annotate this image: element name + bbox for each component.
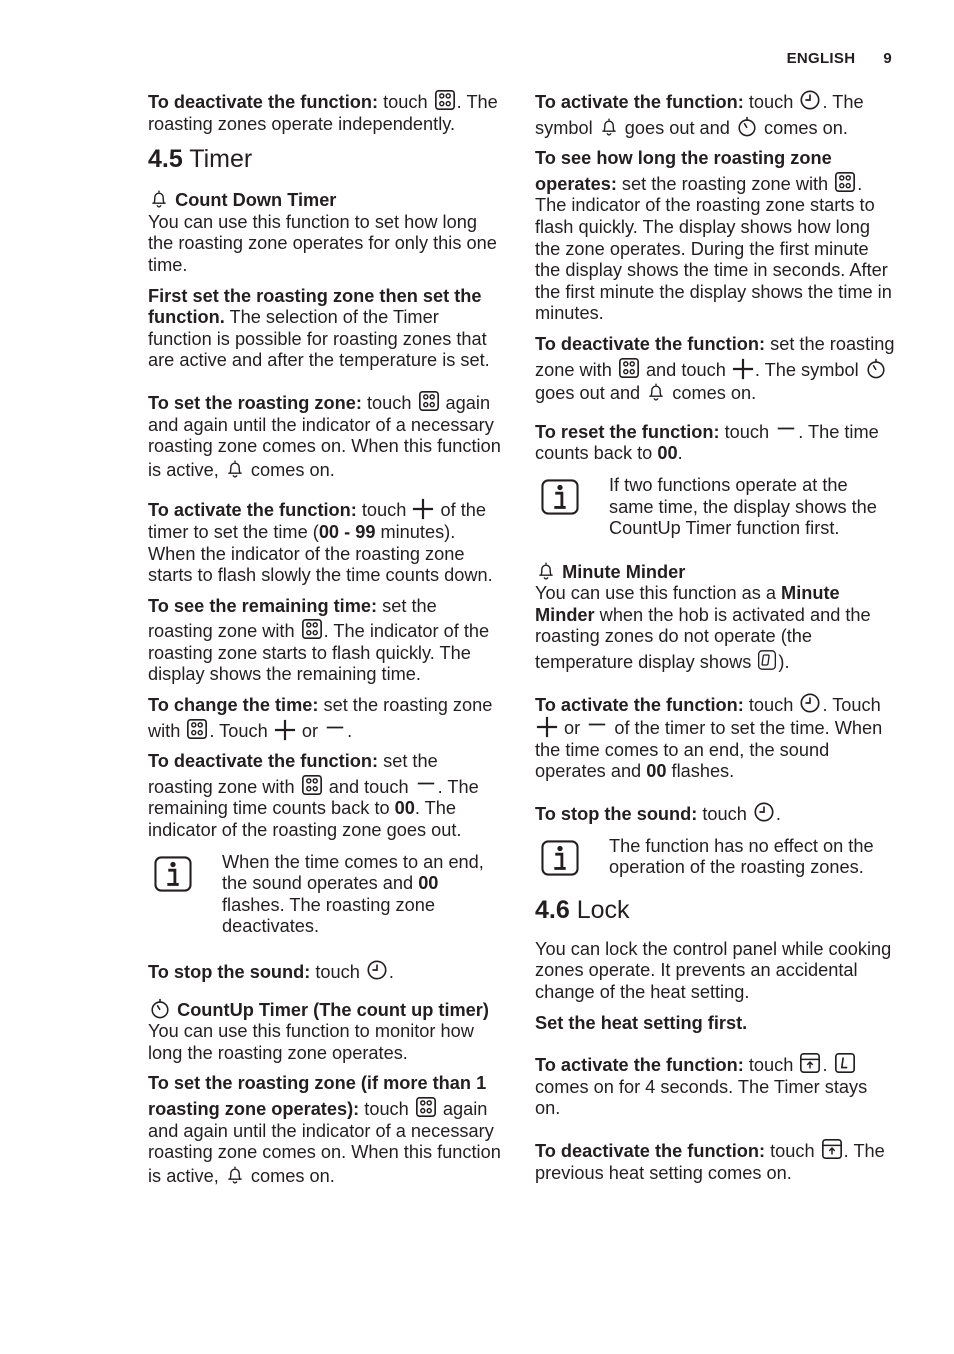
info-note: The function has no effect on the operation of the roasting zones. bbox=[535, 836, 895, 879]
lock-icon bbox=[821, 1137, 843, 1161]
section-heading-lock: 4.6 Lock bbox=[535, 895, 630, 924]
lock-first: Set the heat setting first. bbox=[535, 1012, 748, 1033]
bell-icon bbox=[225, 1164, 245, 1186]
see-how-long-para: To see how long the roasting zone operates: set the roasting zone with . The indicator of the roasting zone starts to flash quickly. The display shows how long the zone operates. During the first minute the display shows the time in seconds. After the first minute the display shows the time in minutes. bbox=[535, 148, 892, 324]
info-icon bbox=[541, 479, 579, 515]
clock-icon bbox=[799, 691, 821, 715]
minute-minder-title: Minute Minder bbox=[535, 560, 895, 584]
info-icon bbox=[154, 856, 192, 892]
plus-icon bbox=[732, 358, 754, 380]
bell-icon bbox=[225, 458, 245, 480]
lock-icon bbox=[799, 1051, 821, 1075]
clock-icon bbox=[799, 88, 821, 112]
minus-icon bbox=[415, 779, 437, 797]
count-down-timer-title: Count Down Timer bbox=[148, 188, 506, 212]
left-column bbox=[148, 88, 506, 1196]
deactivate-timer-para: To deactivate the function: set the roasting zone with and touch . The remaining time counts back to 00. The indicator of the roasting zone goes out. bbox=[148, 751, 479, 841]
stopwatch-icon bbox=[149, 996, 171, 1020]
info-note: If two functions operate at the same time, the display shows the CountUp Timer function first. bbox=[535, 475, 895, 540]
reset-para: To reset the function: touch . The time counts back to 00. bbox=[535, 421, 879, 464]
roasting-zone-icon bbox=[434, 88, 456, 112]
set-zone-countup-para: To set the roasting zone (if more than 1 roasting zone operates): touch again and again until the indicator of a necessary roasting zone comes on. When this function is active, comes on. bbox=[148, 1073, 501, 1186]
page-header bbox=[787, 50, 892, 67]
bell-icon bbox=[536, 560, 556, 582]
stop-sound-para: To stop the sound: touch . bbox=[148, 958, 506, 984]
activate-para: To activate the function: touch of the timer to set the time (00 - 99 minutes). When the indicator of the roasting zone starts to flash slowly the time counts down. bbox=[148, 500, 493, 586]
bell-icon bbox=[149, 188, 169, 210]
remaining-time-para: To see the remaining time: set the roasting zone with . The indicator of the roasting zone starts to flash quickly. The display shows the remaining time. bbox=[148, 595, 490, 685]
bell-icon bbox=[599, 116, 619, 138]
bell-icon bbox=[646, 381, 666, 403]
change-time-para: To change the time: set the roasting zone with . Touch or . bbox=[148, 695, 493, 741]
lock-activate-para: To activate the function: touch . comes on for 4 seconds. The Timer stays on. bbox=[535, 1051, 895, 1120]
minus-icon bbox=[324, 723, 346, 741]
plus-icon bbox=[274, 719, 296, 741]
roasting-zone-icon bbox=[186, 717, 208, 741]
lock-body: You can lock the control panel while cooking zones operate. It prevents an accidental change of the heat setting. bbox=[535, 938, 892, 1002]
clock-icon bbox=[753, 800, 775, 824]
right-column bbox=[535, 88, 895, 1193]
lock-deactivate-para: To deactivate the function: touch . The previous heat setting comes on. bbox=[535, 1137, 895, 1184]
countup-timer-title: CountUp Timer (The count up timer) bbox=[148, 996, 506, 1022]
plus-icon bbox=[536, 716, 558, 738]
minder-stop-sound-para: To stop the sound: touch . bbox=[535, 800, 895, 826]
count-down-body: You can use this function to set how long the roasting zone operates for only this one time. bbox=[148, 211, 497, 275]
zero-display-icon bbox=[757, 648, 777, 672]
minute-minder-body: You can use this function as a Minute Minder when the hob is activated and the roasting zones do not operate (the temperature display shows ). bbox=[535, 583, 871, 673]
header-language: ENGLISH bbox=[786, 50, 856, 67]
roasting-zone-icon bbox=[418, 389, 440, 413]
stopwatch-icon bbox=[736, 114, 758, 138]
first-set-para: First set the roasting zone then set the function. The selection of the Timer function is possible for roasting zones that are active and after the temperature is set. bbox=[148, 285, 490, 371]
section-heading-timer: 4.5 Timer bbox=[148, 145, 253, 174]
countup-deactivate-para: To deactivate the function: set the roasting zone with and touch . The symbol goes out and comes on. bbox=[535, 333, 895, 404]
page-number: 9 bbox=[883, 50, 892, 67]
roasting-zone-icon bbox=[301, 773, 323, 797]
lock-display-icon bbox=[834, 1051, 856, 1075]
info-note: When the time comes to an end, the sound operates and 00 flashes. The roasting zone deactivates. bbox=[148, 852, 506, 938]
roasting-zone-icon bbox=[618, 356, 640, 380]
stopwatch-icon bbox=[865, 356, 887, 380]
roasting-zone-icon bbox=[834, 170, 856, 194]
minus-icon bbox=[586, 720, 608, 738]
info-icon bbox=[541, 840, 579, 876]
roasting-zone-icon bbox=[415, 1095, 437, 1119]
clock-icon bbox=[366, 958, 388, 982]
minder-activate-para: To activate the function: touch . Touch or of the timer to set the time. When the time comes to an end, the sound operates and 00 flashes. bbox=[535, 691, 895, 783]
countup-activate-para: To activate the function: touch . The symbol goes out and comes on. bbox=[535, 88, 895, 139]
plus-icon bbox=[412, 498, 434, 520]
roasting-zone-icon bbox=[301, 617, 323, 641]
countup-body: You can use this function to monitor how long the roasting zone operates. bbox=[148, 1021, 474, 1063]
minus-icon bbox=[775, 424, 797, 442]
left-deactivate-para: To deactivate the function: touch . The roasting zones operate independently. bbox=[148, 88, 506, 135]
set-zone-para: To set the roasting zone: touch again and again until the indicator of a necessary roasting zone comes on. When this function is active, comes on. bbox=[148, 389, 506, 481]
